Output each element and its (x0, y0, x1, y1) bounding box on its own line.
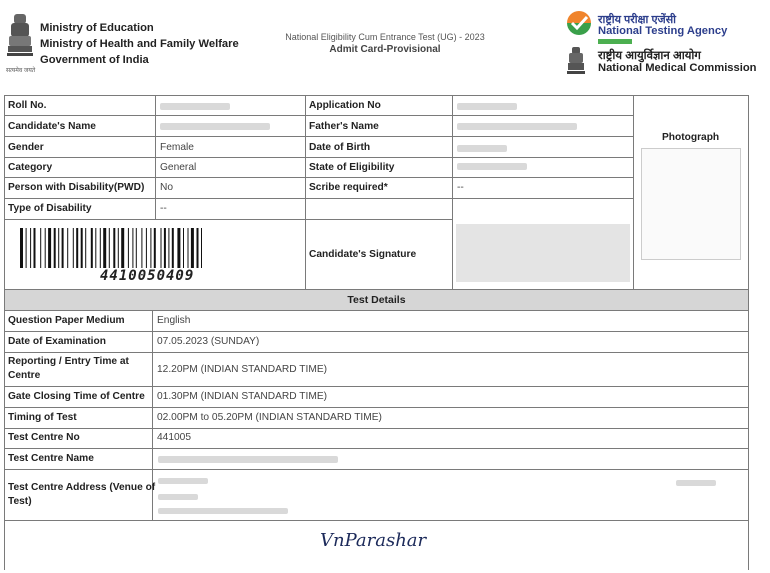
barcode-bar (177, 228, 180, 268)
barcode-bar (136, 228, 137, 268)
exam-title-block (240, 32, 530, 55)
barcode-bar (191, 228, 194, 268)
barcode-bar (188, 228, 189, 268)
test-details-title: Test Details (347, 294, 406, 306)
controller-signature: VnParashar (320, 530, 427, 551)
nta-name: National Testing Agency (598, 25, 728, 37)
barcode-bar (121, 228, 124, 268)
barcode-bar (40, 228, 41, 268)
barcode-bar (132, 228, 133, 268)
photograph-label: Photograph (662, 132, 720, 143)
nmc-name: National Medical Commission (598, 62, 757, 74)
barcode-bar (164, 228, 166, 268)
test-row-value: English (157, 315, 191, 326)
barcode-bar (100, 228, 101, 268)
barcode-bar (113, 228, 115, 268)
test-row-label: Timing of Test (8, 412, 77, 423)
category-value: General (160, 162, 197, 173)
ministry-health: Ministry of Health and Family Welfare (40, 38, 239, 50)
barcode-bar (201, 228, 202, 268)
barcode-bar (20, 228, 23, 268)
government-of-india: Government of India (40, 54, 149, 66)
application-no-label: Application No (309, 100, 381, 111)
father-name-redacted (457, 123, 577, 130)
barcode-bar (168, 228, 169, 268)
nta-logo (560, 4, 760, 40)
centre-address-redacted (676, 480, 716, 486)
national-emblem-icon (6, 12, 34, 64)
barcode-bar (58, 228, 59, 268)
roll-no-label: Roll No. (8, 100, 47, 111)
photograph-box (641, 148, 741, 260)
barcode-bar (161, 228, 162, 268)
ministry-education: Ministry of Education (40, 22, 154, 34)
barcode-bar (91, 228, 93, 268)
barcode-bar (85, 228, 86, 268)
barcode-bar (197, 228, 199, 268)
centre-address-redacted (158, 508, 288, 514)
test-row-value: 07.05.2023 (SUNDAY) (157, 336, 260, 347)
barcode-bar (26, 228, 27, 268)
test-row-label: Test Centre Name (8, 453, 94, 464)
exam-title: National Eligibility Cum Entrance Test (UG) - 2023 (285, 32, 485, 42)
nta-hindi-name: राष्ट्रीय परीक्षा एजेंसी (598, 14, 676, 26)
disability-type-label: Type of Disability (8, 203, 92, 214)
nta-logo-icon (564, 8, 594, 38)
dob-label: Date of Birth (309, 142, 371, 153)
scribe-value: -- (457, 182, 464, 193)
barcode-bar (81, 228, 83, 268)
barcode-bar (172, 228, 174, 268)
barcode-bar (45, 228, 46, 268)
candidate-signature-image (456, 224, 630, 282)
barcode-bar (34, 228, 36, 268)
barcode-bar (67, 228, 68, 268)
signature-label: Candidate's Signature (309, 249, 417, 260)
test-row-value: 12.20PM (INDIAN STANDARD TIME) (157, 364, 328, 375)
father-name-label: Father's Name (309, 121, 379, 132)
barcode-bar (183, 228, 184, 268)
test-row-label-line1: Test Centre Address (Venue of (8, 482, 156, 493)
barcode-bar (146, 228, 147, 268)
gender-label: Gender (8, 142, 44, 153)
scribe-label: Scribe required* (309, 182, 388, 193)
test-row-label: Gate Closing Time of Centre (8, 391, 145, 402)
candidate-name-redacted (160, 123, 270, 130)
barcode-bar (128, 228, 129, 268)
nmc-hindi-name: राष्ट्रीय आयुर्विज्ञान आयोग (598, 50, 701, 62)
nmc-logo (560, 44, 770, 78)
barcode-bar (103, 228, 106, 268)
barcode-bar (118, 228, 119, 268)
candidate-name-label: Candidate's Name (8, 121, 96, 132)
ministry-header (6, 10, 239, 74)
state-label: State of Eligibility (309, 162, 395, 173)
centre-name-redacted (158, 456, 338, 463)
test-row-label: Date of Examination (8, 336, 106, 347)
test-row-label: Test Centre No (8, 432, 80, 443)
barcode-image (20, 228, 290, 268)
barcode-bar (154, 228, 156, 268)
dob-redacted (457, 145, 507, 152)
barcode-bar (150, 228, 151, 268)
barcode-bar (141, 228, 142, 268)
barcode-number: 4410050409 (100, 268, 195, 284)
card-title: Admit Card-Provisional (329, 44, 441, 55)
test-row-label: Question Paper Medium (8, 315, 125, 326)
barcode-bar (30, 228, 31, 268)
test-row-value: 02.00PM to 05.20PM (INDIAN STANDARD TIME) (157, 412, 382, 423)
roll-no-redacted (160, 103, 230, 110)
centre-address-redacted (158, 478, 208, 484)
barcode-bar (54, 228, 56, 268)
barcode-bar (95, 228, 96, 268)
barcode-bar (76, 228, 78, 268)
gender-value: Female (160, 142, 194, 153)
emblem-caption: सत्यमेव जयते (6, 68, 36, 74)
disability-type-value: -- (160, 203, 167, 214)
state-redacted (457, 163, 527, 170)
pwd-label: Person with Disability(PWD) (8, 182, 145, 193)
barcode-bar (62, 228, 64, 268)
nmc-emblem-icon (566, 46, 586, 76)
pwd-value: No (160, 182, 174, 193)
test-row-label-line1: Reporting / Entry Time at (8, 356, 129, 367)
test-row-label-line2: Centre (8, 370, 41, 381)
category-label: Category (8, 162, 53, 173)
centre-address-redacted (158, 494, 198, 500)
barcode-bar (73, 228, 74, 268)
barcode-bar (48, 228, 51, 268)
test-row-label-line2: Test) (8, 496, 32, 507)
test-row-value: 01.30PM (INDIAN STANDARD TIME) (157, 391, 328, 402)
test-row-value: 441005 (157, 432, 191, 443)
barcode-bar (109, 228, 110, 268)
application-no-redacted (457, 103, 517, 110)
